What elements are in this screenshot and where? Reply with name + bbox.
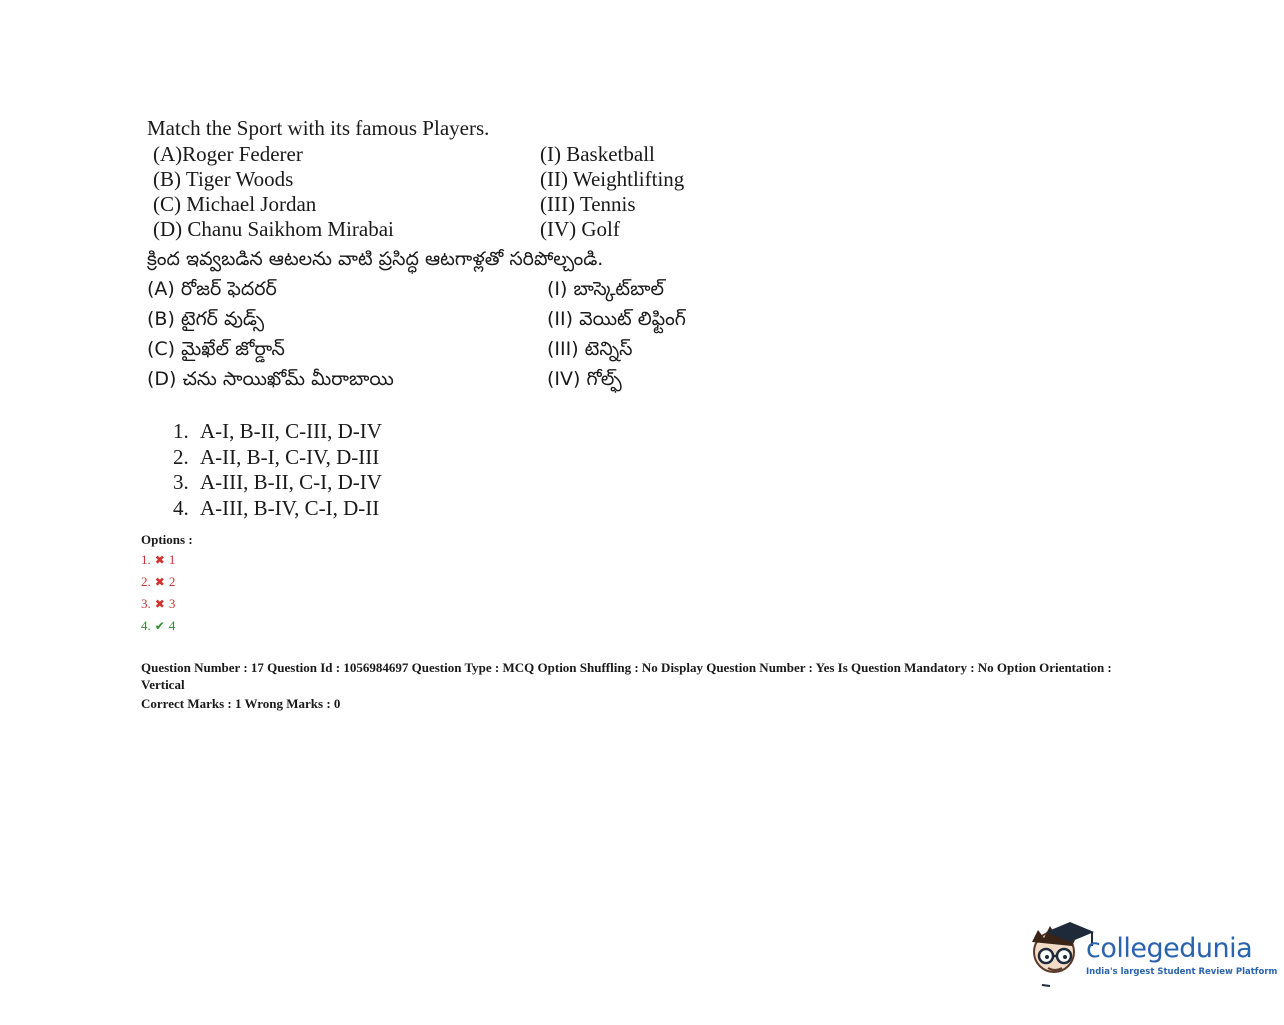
option-value: 1 xyxy=(168,552,176,567)
pair-left: (A)Roger Federer xyxy=(153,142,303,166)
telugu-question-title: క్రింద ఇవ్వబడిన ఆటలను వాటి ప్రసిద్ధ ఆటగాళ్లతో సరిపోల్చండి. xyxy=(147,248,604,270)
options-list xyxy=(141,531,193,637)
telugu-pair-right: (III) టెన్నిస్ xyxy=(547,338,633,360)
option-value: 4 xyxy=(168,618,176,633)
choice-row xyxy=(173,496,382,522)
choice-number: 1. xyxy=(173,419,189,443)
choice-row xyxy=(173,470,382,496)
telugu-pair-right: (II) వెయిట్ లిఫ్టింగ్ xyxy=(547,308,686,330)
option-item xyxy=(141,571,193,593)
cross-icon: ✖ xyxy=(154,597,165,611)
choice-row xyxy=(173,445,382,471)
pair-right: (IV) Golf xyxy=(540,217,620,241)
options-header: Options : xyxy=(141,532,193,547)
choice-text: A-III, B-II, C-I, D-IV xyxy=(200,470,382,494)
choice-row xyxy=(173,419,382,445)
cross-icon: ✖ xyxy=(154,553,165,567)
telugu-pair-left: (C) మైఖేల్ జోర్డాన్ xyxy=(147,338,285,360)
telugu-pair-left: (A) రోజర్ ఫెదరర్ xyxy=(147,278,277,300)
choice-number: 4. xyxy=(173,495,189,520)
question-title: Match the Sport with its famous Players. xyxy=(147,116,490,140)
telugu-pair-left: (D) చను సాయిఖోమ్ మీరాబాయి xyxy=(147,368,394,390)
option-number: 2. xyxy=(141,574,151,589)
question-block xyxy=(147,116,867,394)
pair-right: (III) Tennis xyxy=(540,192,636,216)
option-item xyxy=(141,549,193,571)
choice-text: A-III, B-IV, C-I, D-II xyxy=(200,495,380,520)
answer-choices xyxy=(173,419,382,521)
telugu-pair-right: (I) బాస్కెట్‌బాల్ xyxy=(547,278,664,300)
choice-text: A-II, B-I, C-IV, D-III xyxy=(200,444,380,469)
pair-left: (D) Chanu Saikhom Mirabai xyxy=(153,217,394,241)
pair-left: (B) Tiger Woods xyxy=(153,167,294,191)
brand-tagline: India's largest Student Review Platform xyxy=(1086,967,1278,977)
telugu-match-table xyxy=(147,274,867,394)
option-item xyxy=(141,615,193,637)
option-number: 3. xyxy=(141,596,151,611)
choice-text: A-I, B-II, C-III, D-IV xyxy=(200,419,382,443)
english-match-table xyxy=(147,142,867,242)
pair-left: (C) Michael Jordan xyxy=(153,192,317,216)
option-number: 1. xyxy=(141,552,151,567)
check-icon: ✔ xyxy=(154,619,165,633)
choice-number: 3. xyxy=(173,470,189,494)
choice-number: 2. xyxy=(173,444,189,469)
question-meta xyxy=(141,660,1131,713)
option-value: 2 xyxy=(168,574,176,589)
pair-right: (I) Basketball xyxy=(540,142,655,166)
pair-right: (II) Weightlifting xyxy=(540,167,685,191)
cross-icon: ✖ xyxy=(154,575,165,589)
question-meta-line: Question Number : 17 Question Id : 1056984697 Question Type : MCQ Option Shuffling : No Display Question Number : Yes Is Question Mandatory : No Option Orientation : Vertical xyxy=(141,660,1112,692)
telugu-pair-right: (IV) గోల్ఫ్ xyxy=(547,368,622,390)
option-value: 3 xyxy=(168,596,176,611)
telugu-pair-left: (B) టైగర్ వుడ్స్ xyxy=(147,308,265,330)
marks-line: Correct Marks : 1 Wrong Marks : 0 xyxy=(141,696,341,711)
brand-name: collegedunia xyxy=(1086,933,1253,964)
option-item xyxy=(141,593,193,615)
option-number: 4. xyxy=(141,618,151,633)
